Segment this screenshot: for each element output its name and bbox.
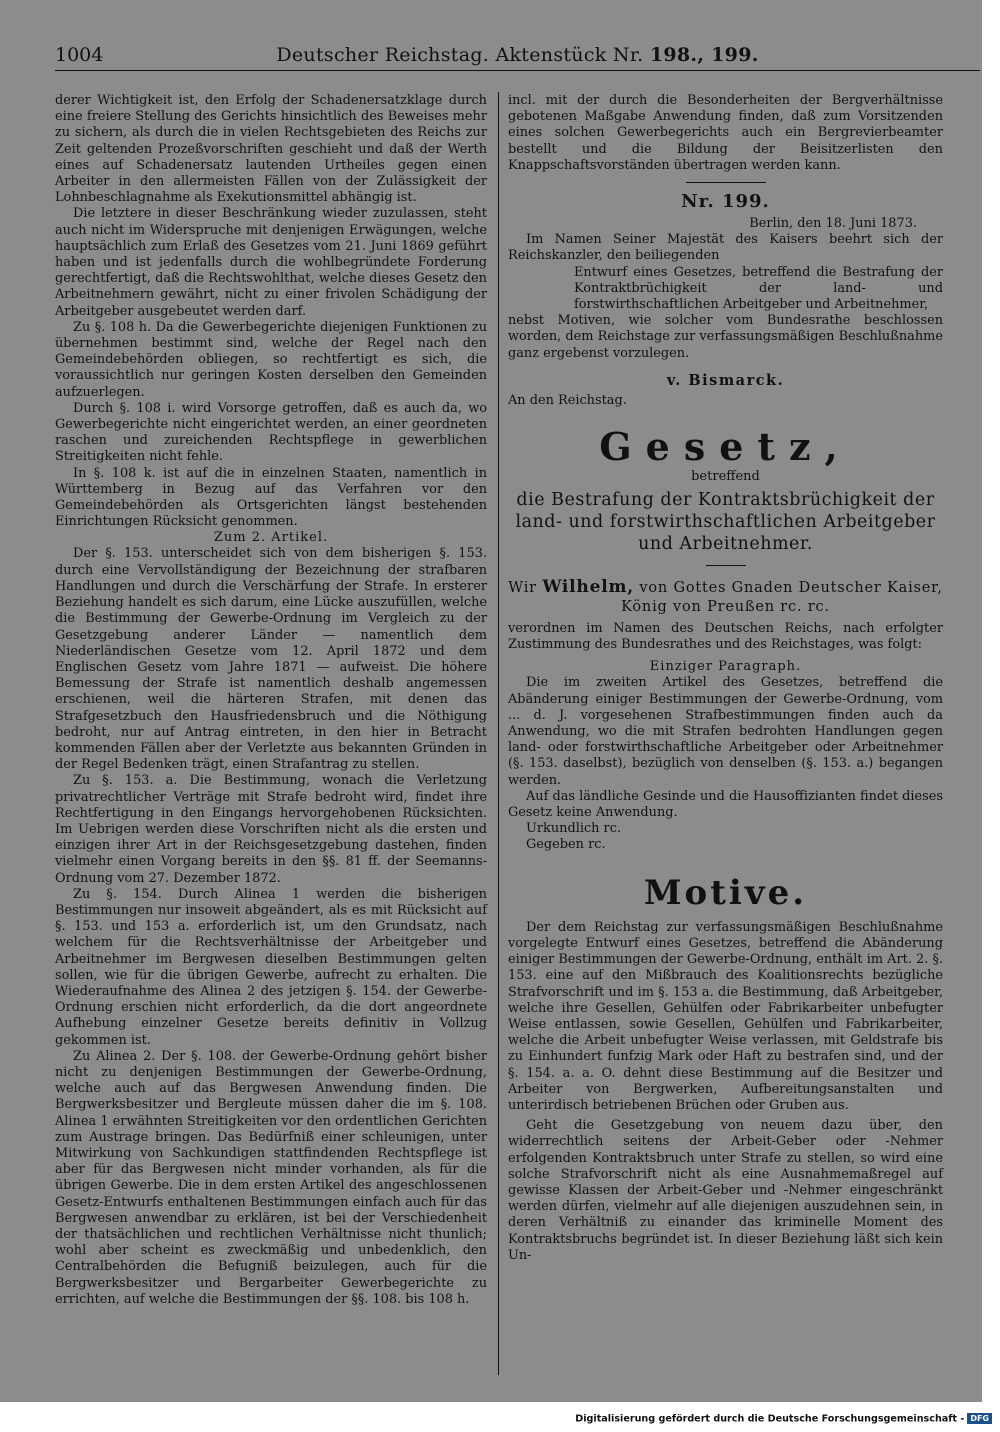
page-number: 1004: [55, 44, 104, 66]
running-title-numbers: 198., 199.: [649, 44, 759, 66]
section-heading: Zum 2. Artikel.: [213, 530, 329, 546]
paragraph-gesinde: Auf das ländliche Gesinde und die Hausoffizianten findet dieses Gesetz keine Anwendung.: [508, 788, 943, 821]
section-rule: [686, 182, 766, 183]
dfg-logo: DFG: [967, 1413, 992, 1424]
law-rule: [706, 565, 746, 566]
column-divider: [498, 92, 499, 1375]
law-subject: die Bestrafung der Kontraktsbrüchigkeit der land- und forstwirthschaftlichen Arbeitgeber und Arbeitnehmer.: [515, 490, 936, 555]
left-paragraph: Zu §. 154. Durch Alinea 1 werden die bisherigen Bestimmungen nur insoweit abgeändert, als es mit Rücksicht auf §. 153. und 153 a. erforderlich ist, um den Grundsatz, nach welchem für die Rechtsverhältnisse der Arbeitgeber und Arbeitnehmer im Bergwesen dieselben Bestimmungen gelten sollen, wie für die übrigen Gewerbe, aufrecht zu erhalten. Die Wiederaufnahme des Alinea 2 des jetzigen §. 154. der Gewerbe-Ordnung erschien nicht erforderlich, da die dort angeordnete Aufhebung einzelner Gesetze bereits definitiv in Vollzug gekommen ist.: [55, 886, 487, 1048]
law-title: Gesetz,: [599, 424, 852, 470]
preamble-name: Wilhelm,: [542, 577, 634, 598]
left-paragraph: Zu §. 153. a. Die Bestimmung, wonach die Verletzung privatrechtlicher Verträge mit Strafe bedroht wird, findet ihre Rechtfertigung in den Eingangs hervorgehobenen Rücksichten. Im Uebrigen werden diese Vorschriften nicht als die ersten und einzigen ihrer Art in der Reichsgesetzgebung dastehen, finden vielmehr einen Vorgang bereits in den §§. 81 ff. der Seemanns-Ordnung vom 27. Dezember 1872.: [55, 773, 487, 886]
motive-paragraph-2: Geht die Gesetzgebung von neuem dazu über, den widerrechtlich seitens der Arbeit-Geber oder -Nehmer erfolgenden Kontraktsbruch unter Strafe zu stellen, so wird eine solche Strafvorschrift nicht als eine Ausnahmemaßregel auf gewisse Klassen der Arbeit-Geber und -Nehmer eingeschränkt werden dürfen, vielmehr auf alle diejenigen auszudehnen sein, in deren Verhältniß zu einander das kriminelle Moment des Kontraktsbruchs begründet ist. In dieser Beziehung läßt sich kein Un-: [508, 1118, 943, 1263]
motive-title: Motive.: [643, 872, 808, 913]
left-column: [55, 93, 487, 1308]
motive-paragraph-1: Der dem Reichstag zur verfassungsmäßigen Beschlußnahme vorgelegte Entwurf eines Gesetzes, betreffend die Abänderung einiger Bestimmungen der Gewerbe-Ordnung, enthält im Art. 2. §. 153. eine auf den Mißbrauch des Koalitionsrechts bezügliche Strafvorschrift und im §. 153 a. die Bestimmung, daß Arbeitgeber, welche ihre Gesellen, Gehülfen oder Fabrikarbeiter unbefugter Weise entlassen, sowie Gesellen, Gehülfen und Fabrikarbeiter, welche die Arbeit unbefugter Weise verlassen, mit Geldstrafe bis zu Einhundert funfzig Mark oder Haft zu bestrafen sind, und der §. 154. a. a. O. dehnt diese Bestimmung auf die Besitzer und Arbeiter von Bergwerken, Aufbereitungsanstalten und unterirdisch betriebenen Brüchen oder Gruben aus.: [508, 919, 943, 1113]
law-betreffend: betreffend: [691, 469, 760, 485]
page-margin-strip: [982, 0, 1000, 1402]
running-title-prefix: Deutscher Reichstag. Aktenstück Nr.: [276, 44, 644, 66]
left-paragraph: Durch §. 108 i. wird Vorsorge getroffen, daß es auch da, wo Gewerbegerichte nicht eingerichtet werden, an einer geordneten raschen und zureichenden Rechtspflege in gewerblichen Streitigkeiten nicht fehle.: [55, 400, 487, 465]
running-title: [55, 44, 980, 66]
right-column: [508, 93, 943, 1264]
digitization-footer: [575, 1413, 992, 1425]
preamble-title: von Gottes Gnaden Deutscher Kaiser, König von Preußen rc. rc.: [621, 580, 943, 616]
document-number-heading: Nr. 199.: [681, 191, 770, 213]
page-header: [55, 44, 980, 71]
letter-intro: Im Namen Seiner Majestät des Kaisers beehrt sich der Reichskanzler, den beiliegenden: [508, 232, 943, 264]
left-paragraph: Der §. 153. unterscheidet sich von dem bisherigen §. 153. durch eine Vervollständigung der Bezeichnung der strafbaren Handlungen und durch die Verschärfung der Strafe. In ersterer Beziehung handelt es sich darum, eine Lücke auszufüllen, welche die Bestimmung der Gewerbe-Ordnung im Vergleich zu der Gesetzgebung anderer Länder — namentlich dem Niederländischen Gesetze vom 12. April 1872 und dem Englischen Gesetz vom Jahre 1871 — aufweist. Die höhere Bemessung der Strafe ist namentlich deshalb angemessen erschienen, weil die härteren Strafen, mit denen das Strafgesetzbuch den Hausfriedensbruch und die Nöthigung bedroht, nur auf Antrag eintreten, in den hier in Betracht kommenden Fällen aber der Verletzte aus bekannten Gründen in der Regel Bedenken trägt, einen Strafantrag zu stellen.: [55, 546, 487, 773]
left-paragraph: Zu Alinea 2. Der §. 108. der Gewerbe-Ordnung gehört bisher nicht zu denjenigen Bestimmungen der Gewerbe-Ordnung, welche auch auf das Bergwesen Anwendung finden. Die Bergwerksbesitzer und Bergleute müssen daher die im §. 108. Alinea 1 erwähnten Streitigkeiten vor den ordentlichen Gerichten zum Austrage bringen. Das Bedürfniß einer schleunigen, unter Mitwirkung von Sachkundigen stattfindenden Rechtspflege ist aber für das Bergwesen nicht minder vorhanden, als für die übrigen Gewerbe. Die in dem ersten Artikel des angeschlossenen Gesetz-Entwurfs enthaltenen Bestimmungen einfach auch für das Bergwesen anwendbar zu erklären, ist bei der Verschiedenheit der thatsächlichen und rechtlichen Verhältnisse nicht thunlich; wohl aber scheint es zweckmäßig und unbedenklich, den Centralbehörden die Befugniß beizulegen, auch für die Bergwerksbesitzer und Bergarbeiter Gewerbegerichte zu errichten, auf welche die Bestimmungen der §§. 108. bis 108 h.: [55, 1048, 487, 1307]
urkundlich: Urkundlich rc.: [526, 821, 622, 837]
left-paragraph: Die letztere in dieser Beschränkung wieder zuzulassen, steht auch nicht im Widerspruche mit denjenigen Erwägungen, welche hauptsächlich zum Erlaß des Gesetzes vom 21. Juni 1869 geführt haben und ist jedenfalls durch die wohlbegründete Forderung gerechtfertigt, daß die Rechtswohlthat, welche dieses Gesetz den Arbeitnehmern gewährt, nicht zu einer frivolen Schädigung der Arbeitgeber ausgebeutet werden darf.: [55, 206, 487, 319]
footer-text: Digitalisierung gefördert durch die Deutsche Forschungsgemeinschaft -: [575, 1413, 965, 1425]
continuation-paragraph: incl. mit der durch die Besonderheiten der Bergverhältnisse gebotenen Maßgabe Anwendung finden, daß zum Vorsitzenden eines solchen Gewerbegerichts auch ein Bergrevierbeamter bestellt und die Bildung der Beisitzerlisten den Knappschaftsvorständen übertragen werden kann.: [508, 93, 943, 173]
signature: v. Bismarck.: [666, 371, 785, 389]
left-paragraph: Zu §. 108 h. Da die Gewerbegerichte diejenigen Funktionen zu übernehmen bestimmt sind, welche der Regel nach den Gemeindebehörden obliegen, so rechtfertigt es sich, die voraussichtlich nur geringen Kosten derselben den Gemeinden aufzuerlegen.: [55, 319, 487, 400]
addressee: An den Reichstag.: [508, 392, 627, 408]
gegeben: Gegeben rc.: [526, 837, 606, 853]
law-preamble: [508, 578, 943, 617]
law-verordnen: verordnen im Namen des Deutschen Reichs, nach erfolgter Zustimmung des Bundesrathes und des Reichstages, was folgt:: [508, 621, 943, 653]
letter-entwurf: Entwurf eines Gesetzes, betreffend die Bestrafung der Kontraktbrüchigkeit der land- und forstwirthschaftlichen Arbeitgeber und Arbeitnehmer,: [574, 264, 943, 313]
left-paragraph: derer Wichtigkeit ist, den Erfolg der Schadenersatzklage durch eine freiere Stellung des Gerichts hinsichtlich des Beweises mehr zu sichern, als durch die in vielen Rechtsgebieten des Reichs zur Zeit geltenden Prozeßvorschriften geschieht und daß der Werth eines auf Schadenersatz lautenden Urtheiles gegen einen Arbeiter in den allermeisten Fällen von der Zulässigkeit der Lohnbeschlagnahme als Exekutionsmittel abhängig ist.: [55, 93, 487, 206]
letter-date: Berlin, den 18. Juni 1873.: [749, 216, 917, 232]
preamble-wir: Wir: [508, 580, 537, 597]
paragraph-heading: Einziger Paragraph.: [649, 659, 802, 675]
letter-nebst: nebst Motiven, wie solcher vom Bundesrathe beschlossen worden, dem Reichstage zur verfassungsmäßigen Beschlußnahme ganz ergebenst vorzulegen.: [508, 313, 943, 361]
left-paragraph: In §. 108 k. ist auf die in einzelnen Staaten, namentlich in Württemberg in Bezug auf das Verfahren vor den Gemeindebehörden als Ortsgerichten längst bestehenden Einrichtungen Rücksicht genommen.: [55, 465, 487, 530]
paragraph-text: Die im zweiten Artikel des Gesetzes, betreffend die Abänderung einiger Bestimmungen der Gewerbe-Ordnung, vom ... d. J. vorgesehenen Strafbestimmungen finden auch da Anwendung, wo die mit Strafen bedrohten Handlungen gegen land- oder forstwirthschaftliche Arbeitgeber oder Arbeitnehmer (§. 153. daselbst), bezüglich von denselben (§. 153. a.) begangen werden.: [508, 675, 943, 788]
